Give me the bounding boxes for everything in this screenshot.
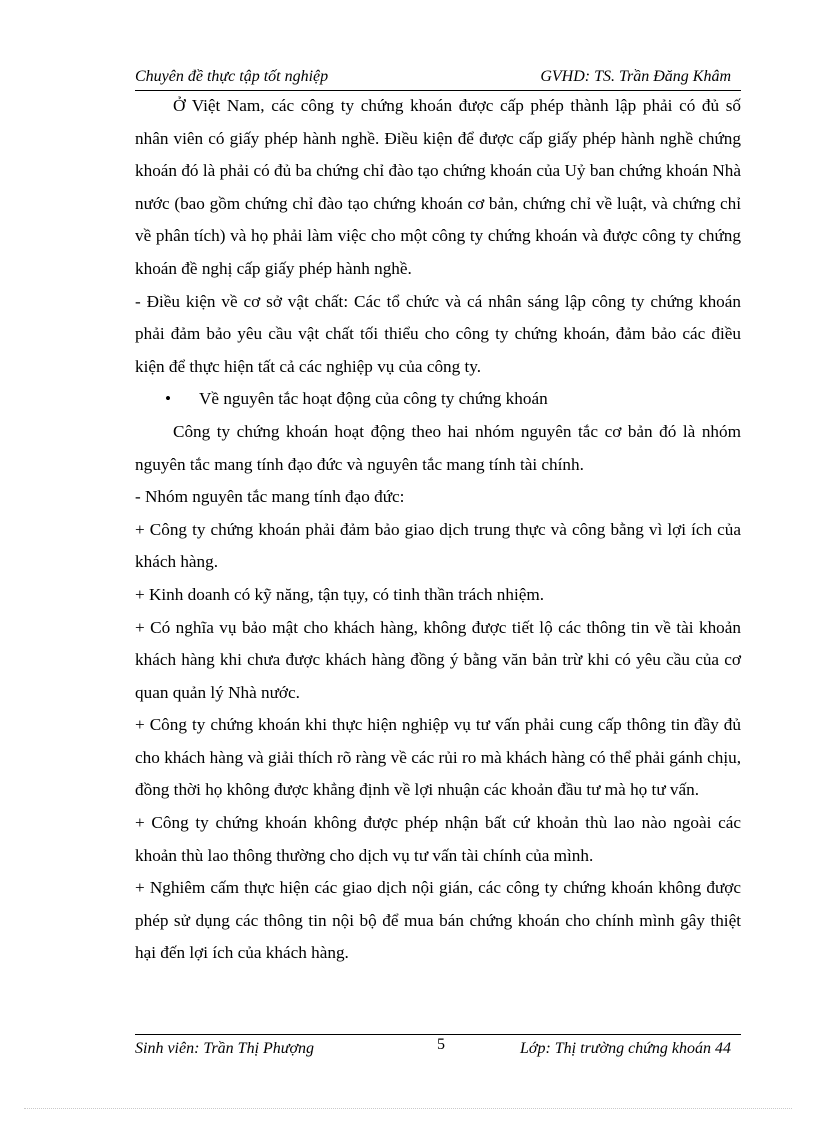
paragraph-two-principle-groups: Công ty chứng khoán hoạt động theo hai nhóm nguyên tắc cơ bản đó là nhóm nguyên tắc mang tính đạo đức và nguyên tắc mang tính tài chính. [135, 421, 741, 474]
header-document-type: Chuyên đề thực tập tốt nghiệp [135, 68, 329, 85]
page-footer [135, 1034, 741, 1065]
bullet-heading-text: Về nguyên tắc hoạt động của công ty chứng khoán [199, 389, 548, 409]
list-item-confidentiality: + Có nghĩa vụ bảo mật cho khách hàng, không được tiết lộ các thông tin về tài khoản khách hàng khi chưa được khách hàng đồng ý bằng văn bản trừ khi có yêu cầu của cơ quan quản lý Nhà nước. [135, 617, 741, 702]
footer-student-name: Sinh viên: Trần Thị Phượng [135, 1040, 315, 1057]
paragraph-facility-conditions: - Điều kiện về cơ sở vật chất: Các tổ chức và cá nhân sáng lập công ty chứng khoán phải đảm bảo yêu cầu vật chất tối thiểu cho công ty chứng khoán, đảm bảo các điều kiện để thực hiện tất cả các nghiệp vụ của công ty. [135, 291, 741, 376]
page-number: 5 [437, 1036, 445, 1053]
page-header [135, 62, 741, 91]
bullet-heading-operating-principles [135, 383, 741, 416]
list-item-honest-trading: + Công ty chứng khoán phải đảm bảo giao dịch trung thực và công bằng vì lợi ích của khách hàng. [135, 519, 741, 572]
page-boundary-divider [24, 1108, 792, 1109]
header-supervisor: GVHD: TS. Trần Đăng Khâm [540, 68, 731, 85]
bullet-icon: • [165, 389, 172, 409]
document-body [135, 90, 741, 970]
paragraph-staff-licensing: Ở Việt Nam, các công ty chứng khoán được cấp phép thành lập phải có đủ số nhân viên có giấy phép hành nghề. Điều kiện để được cấp giấy phép hành nghề chứng khoán đó là phải có đủ ba chứng chỉ đào tạo chứng khoán của Uỷ ban chứng khoán Nhà nước (bao gồm chứng chỉ đào tạo chứng khoán cơ bản, chứng chỉ về luật, và chứng chỉ về phân tích) và họ phải làm việc cho một công ty chứng khoán và được công ty chứng khoán đề nghị cấp giấy phép hành nghề. [135, 96, 741, 278]
list-item-insider-trading-ban: + Nghiêm cấm thực hiện các giao dịch nội gián, các công ty chứng khoán không được phép sử dụng các thông tin nội bộ để mua bán chứng khoán cho chính mình gây thiệt hại đến lợi ích của khách hàng. [135, 878, 741, 963]
list-item-skilled-business: + Kinh doanh có kỹ năng, tận tụy, có tinh thần trách nhiệm. [135, 584, 545, 604]
list-item-advisory-disclosure: + Công ty chứng khoán khi thực hiện nghiệp vụ tư vấn phải cung cấp thông tin đầy đủ cho khách hàng và giải thích rõ ràng về các rủi ro mà khách hàng có thể phải gánh chịu, đồng thời họ không được khẳng định về lợi nhuận các khoản đầu tư mà họ tư vấn. [135, 715, 741, 800]
list-item-fee-restriction: + Công ty chứng khoán không được phép nhận bất cứ khoản thù lao nào ngoài các khoản thù lao thông thường cho dịch vụ tư vấn tài chính của mình. [135, 813, 741, 865]
footer-class-name: Lớp: Thị trường chứng khoán 44 [520, 1040, 731, 1057]
paragraph-ethical-principles-heading: - Nhóm nguyên tắc mang tính đạo đức: [135, 487, 405, 507]
